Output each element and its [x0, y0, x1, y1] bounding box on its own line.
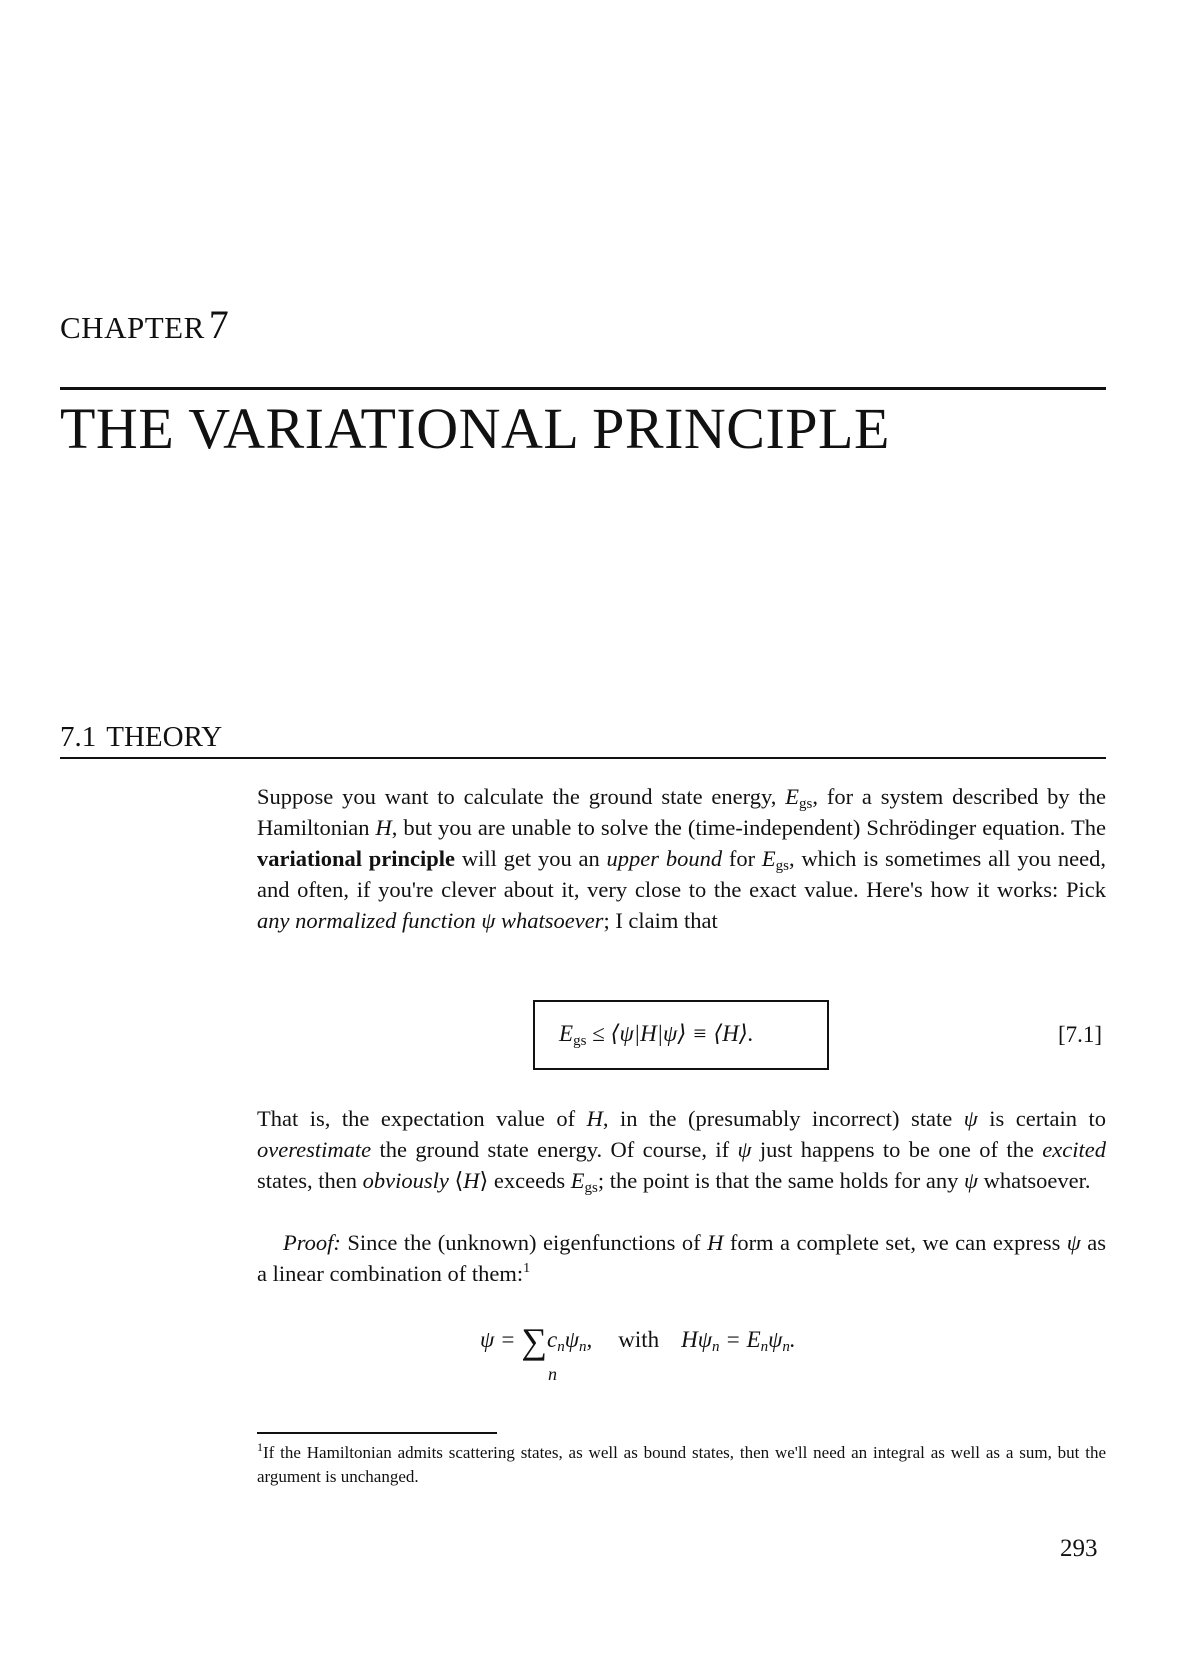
- exp-comma: ,: [586, 1327, 593, 1352]
- p2-egs-sub: gs: [584, 1180, 598, 1196]
- p1-any-function: any normalized function ψ whatsoever: [257, 908, 604, 933]
- p1-text: for: [722, 846, 762, 871]
- p3-text: form a complete set, we can express: [723, 1230, 1067, 1255]
- p2-text: states, then: [257, 1168, 363, 1193]
- p2-excited: excited: [1042, 1137, 1106, 1162]
- exp-rhs: = E: [719, 1327, 761, 1352]
- p2-hamiltonian: H: [586, 1106, 603, 1131]
- p1-upper-bound: upper bound: [606, 846, 723, 871]
- eq-lhs-sub: gs: [573, 1033, 587, 1049]
- p2-text: ⟨: [448, 1168, 464, 1193]
- section-title: THEORY: [106, 721, 223, 753]
- exp-sub: n: [557, 1339, 565, 1355]
- exp-psi: ψ: [564, 1327, 579, 1352]
- footnote-reference[interactable]: 1: [523, 1261, 531, 1276]
- exp-rhs: Hψ: [681, 1327, 713, 1352]
- p2-obviously: obviously: [362, 1168, 449, 1193]
- exp-sub: n: [579, 1339, 587, 1355]
- p1-egs: E: [785, 784, 800, 809]
- sum-symbol: ∑: [521, 1321, 547, 1361]
- section-number: 7.1: [60, 721, 97, 753]
- p2-psi: ψ: [964, 1168, 978, 1193]
- p2-hamiltonian: H: [463, 1168, 480, 1193]
- p1-bold-term: variational principle: [257, 846, 456, 871]
- p2-text: ⟩ exceeds: [479, 1168, 571, 1193]
- equation-number: [7.1]: [1058, 1022, 1103, 1047]
- chapter-number: 7: [208, 302, 230, 347]
- section-heading: [60, 723, 222, 752]
- exp-sub: n: [712, 1339, 720, 1355]
- eq-rhs: ≤ ⟨ψ|H|ψ⟩ ≡ ⟨H⟩.: [586, 1021, 754, 1046]
- eq-lhs: E: [559, 1021, 574, 1046]
- boxed-equation: [533, 1000, 829, 1070]
- chapter-word: CHAPTER: [60, 310, 205, 345]
- p2-egs: E: [570, 1168, 585, 1193]
- p2-text: is certain to: [977, 1106, 1106, 1131]
- p2-overestimate: overestimate: [257, 1137, 372, 1162]
- sum-index: n: [548, 1364, 557, 1384]
- p2-text: whatsoever.: [978, 1168, 1091, 1193]
- p1-egs: E: [761, 846, 776, 871]
- p2-text: That is, the expectation value of: [257, 1106, 587, 1131]
- p2-text: just happens to be one of the: [751, 1137, 1043, 1162]
- section-rule: [60, 757, 1106, 759]
- chapter-label: [60, 302, 230, 347]
- exp-with: with: [618, 1327, 660, 1352]
- paragraph-1: [257, 781, 1106, 936]
- chapter-title: THE VARIATIONAL PRINCIPLE: [60, 396, 890, 461]
- paragraph-3: [257, 1227, 1106, 1289]
- p2-text: ; the point is that the same holds for any: [597, 1168, 965, 1193]
- p1-text: , which is sometimes all you need, and often, if you're clever about it, very close to the exact value. Here's how it works: Pick: [257, 846, 1106, 902]
- p1-egs-sub: gs: [775, 858, 790, 874]
- p1-egs-sub: gs: [799, 796, 813, 812]
- p3-psi: ψ: [1066, 1230, 1081, 1255]
- p1-text: , but you are unable to solve the (time-independent) Schrödinger equation. The: [391, 815, 1106, 840]
- p2-text: , in the (presumably incorrect) state: [602, 1106, 964, 1131]
- p3-hamiltonian: H: [707, 1230, 724, 1255]
- exp-lhs: ψ =: [480, 1327, 522, 1352]
- chapter-rule: [60, 387, 1106, 390]
- p1-text: ; I claim that: [603, 908, 718, 933]
- p3-text: Since the (unknown) eigenfunctions of: [340, 1230, 708, 1255]
- exp-sub: n: [782, 1339, 790, 1355]
- footnote-text: If the Hamiltonian admits scattering states, as well as bound states, then we'll need an integral as well as a sum, but the argument is unchanged.: [257, 1443, 1106, 1486]
- footnote-rule: [257, 1432, 497, 1434]
- equation-7-1: [559, 1021, 754, 1047]
- exp-period: .: [789, 1327, 796, 1352]
- p2-psi: ψ: [963, 1106, 978, 1131]
- exp-rhs: ψ: [768, 1327, 783, 1352]
- paragraph-2: [257, 1103, 1106, 1196]
- footnote: [257, 1441, 1106, 1489]
- p1-text: , for a system described by the Hamiltonian: [257, 784, 1106, 840]
- p2-text: the ground state energy. Of course, if: [371, 1137, 738, 1162]
- p1-text: will get you an: [455, 846, 607, 871]
- p3-proof: Proof:: [283, 1230, 341, 1255]
- p2-psi: ψ: [737, 1137, 752, 1162]
- p3-text: as a linear combination of them:: [257, 1230, 1106, 1286]
- exp-sub: n: [760, 1339, 769, 1355]
- exp-coefficient: c: [546, 1327, 558, 1352]
- footnote-mark: 1: [257, 1440, 263, 1454]
- p1-text: Suppose you want to calculate the ground state energy,: [257, 784, 786, 809]
- expansion-equation: [480, 1320, 796, 1362]
- page-number: 293: [1060, 1535, 1098, 1562]
- p1-hamiltonian: H: [375, 815, 392, 840]
